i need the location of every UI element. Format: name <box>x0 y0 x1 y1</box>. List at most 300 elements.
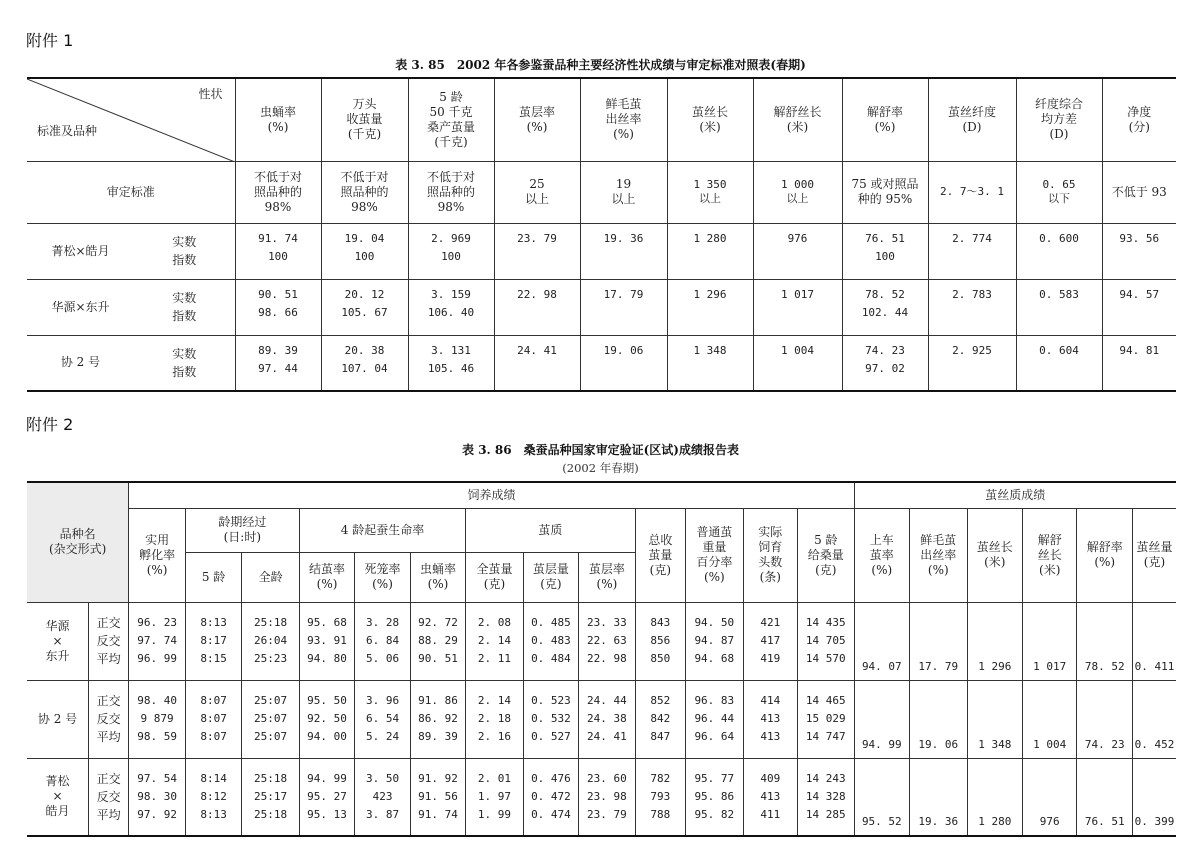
rearing-value: 0. 523 <box>531 694 571 707</box>
actual-value: 19. 06 <box>603 343 644 357</box>
value-cell <box>928 335 1016 391</box>
variety-name: 协 2 号 <box>27 680 89 758</box>
rearing-value-cell <box>299 680 354 758</box>
rearing-value: 413 <box>760 730 781 743</box>
actual-value: 2. 774 <box>952 231 992 245</box>
rearing-value: 95. 77 <box>694 771 735 785</box>
index-value <box>1103 360 1177 378</box>
total-yield-header: 总收 茧量 (克) <box>635 508 685 602</box>
header-cell: 虫蛹率 (%) <box>235 78 321 161</box>
rearing-value: 1. 97 <box>477 789 512 803</box>
value-cell <box>928 223 1016 279</box>
rearing-value: 8:13 <box>200 616 227 629</box>
rearing-value: 843 <box>650 616 671 629</box>
rearing-value: 2. 14 <box>477 634 512 647</box>
index-value <box>495 248 580 266</box>
actual-value: 2. 925 <box>952 343 992 357</box>
index-value <box>668 248 753 266</box>
silk-quality-value: 0. 411 <box>1132 602 1176 680</box>
rearing-value: 2. 11 <box>477 652 512 665</box>
actual-value: 1 004 <box>780 343 815 357</box>
rearing-value: 91. 86 <box>418 694 458 707</box>
rearing-value: 2. 01 <box>477 771 512 785</box>
corner-header <box>27 78 235 161</box>
silk-quality-value: 1 004 <box>1023 680 1077 758</box>
rearing-value: 2. 16 <box>477 730 512 743</box>
header-cell: 解舒丝长 (米) <box>753 78 842 161</box>
standard-cell: 25 以上 <box>494 161 580 223</box>
value-cell <box>928 279 1016 335</box>
rearing-value: 14 243 <box>805 771 846 785</box>
rearing-value: 14 285 <box>805 807 846 821</box>
rearing-value: 23. 60 <box>587 771 627 785</box>
rearing-value: 413 <box>760 712 781 725</box>
actual-value: 3. 159 <box>431 287 471 301</box>
silk-quality-header: 茧丝质成绩 <box>854 482 1176 508</box>
rearing-value-cell <box>242 602 299 680</box>
cross-type-label: 正交 <box>96 771 121 786</box>
silk-quality-value: 0. 452 <box>1132 680 1176 758</box>
actual-value: 1 280 <box>693 231 727 245</box>
variety-header: 品种名 (杂交形式) <box>27 482 129 602</box>
standard-cell: 0. 65 以下 <box>1016 161 1102 223</box>
header-cell: 净度 (分) <box>1102 78 1176 161</box>
cross-type-labels <box>89 758 129 836</box>
index-value: 97. 44 <box>258 361 298 375</box>
table-1 <box>27 77 1176 392</box>
cocoon-rate-header: 结茧率 (%) <box>299 552 354 602</box>
rearing-value-cell <box>523 680 578 758</box>
rearing-value-cell <box>355 680 410 758</box>
rearing-value-cell <box>635 680 685 758</box>
silk-quality-value: 1 296 <box>967 602 1022 680</box>
header-cell: 纤度综合 均方差 (D) <box>1016 78 1102 161</box>
silk-quality-value: 74. 23 <box>1077 680 1132 758</box>
cross-type-label: 正交 <box>96 616 121 630</box>
value-cell <box>667 223 753 279</box>
actual-value: 2. 783 <box>952 287 992 301</box>
silk-quality-value: 17. 79 <box>910 602 967 680</box>
rearing-value: 8:14 <box>200 771 227 785</box>
hatch-rate-header: 实用 孵化率 (%) <box>129 508 185 602</box>
value-cell <box>494 279 580 335</box>
variety-name: 华源 × 东升 <box>27 602 89 680</box>
rearing-value: 782 <box>650 771 671 785</box>
rearing-value-cell <box>466 758 523 836</box>
index-value <box>668 304 753 322</box>
rearing-value: 0. 474 <box>531 807 571 821</box>
table-row <box>27 223 1176 279</box>
rearing-value: 14 328 <box>805 789 846 803</box>
rearing-value: 97. 54 <box>137 771 177 785</box>
fresh-yield-header: 鲜毛茧 出丝率 (%) <box>910 508 967 602</box>
actual-value: 76. 51 <box>865 231 905 245</box>
silk-weight-header: 茧丝量 (克) <box>1132 508 1176 602</box>
rearing-value: 96. 64 <box>694 730 735 743</box>
rearing-value: 91. 74 <box>418 807 458 821</box>
rearing-value: 24. 38 <box>587 712 627 725</box>
rearing-value: 852 <box>650 694 671 707</box>
value-cell <box>494 335 580 391</box>
cross-type-labels <box>89 602 129 680</box>
table-row <box>27 279 1176 335</box>
silk-quality-value: 95. 52 <box>854 758 909 836</box>
cross-type-label: 反交 <box>96 789 121 804</box>
value-cell <box>408 279 494 335</box>
actual-value: 19. 04 <box>344 231 385 245</box>
actual-label: 实数 <box>172 291 197 305</box>
index-value: 100 <box>441 249 461 263</box>
index-value: 105. 46 <box>427 361 475 375</box>
cross-type-label: 正交 <box>96 694 121 708</box>
variety-name: 华源×东升 <box>27 279 134 335</box>
table-1-caption: 表 3. 85 2002 年各参鉴蚕品种主要经济性状成绩与审定标准对照表(春期) <box>395 58 806 72</box>
rearing-value: 92. 50 <box>307 712 347 725</box>
actual-value: 78. 52 <box>865 287 905 301</box>
standard-cell: 不低于对 照品种的 98% <box>235 161 321 223</box>
rearing-value: 88. 29 <box>418 634 458 647</box>
value-cell <box>1102 223 1176 279</box>
rearing-value-cell <box>686 602 743 680</box>
index-value <box>1017 360 1102 378</box>
survival-rate-header: 4 龄起蚕生命率 <box>299 508 465 552</box>
silk-quality-value: 94. 99 <box>854 680 909 758</box>
index-value <box>495 304 580 322</box>
silk-quality-value: 1 348 <box>967 680 1022 758</box>
attachment-1-label: 附件 1 <box>26 31 74 50</box>
corner-trait-label: 性状 <box>198 87 223 101</box>
value-cell <box>321 223 408 279</box>
rearing-results-header: 饲养成绩 <box>129 482 854 508</box>
cross-type-label: 平均 <box>96 730 121 744</box>
standard-cell: 75 或对照品 种的 95% <box>842 161 928 223</box>
rearing-value: 842 <box>650 712 671 725</box>
index-value: 100 <box>354 249 375 263</box>
rearing-value-cell <box>686 758 743 836</box>
actual-value: 22. 98 <box>517 287 557 301</box>
rearing-value: 3. 28 <box>365 616 400 629</box>
silk-quality-value: 976 <box>1023 758 1077 836</box>
rearing-value: 417 <box>760 634 781 647</box>
rearing-value: 95. 68 <box>307 616 347 629</box>
index-value <box>581 360 667 378</box>
rearing-value-cell <box>743 758 797 836</box>
value-cell <box>408 335 494 391</box>
table-2 <box>27 481 1176 837</box>
header-cell: 万头 收茧量 (千克) <box>321 78 408 161</box>
value-cell <box>667 279 753 335</box>
rearing-value: 95. 50 <box>307 694 347 707</box>
rearing-value: 26:04 <box>254 634 288 647</box>
silk-quality-value: 1 017 <box>1023 602 1077 680</box>
value-cell <box>667 335 753 391</box>
rearing-value-cell <box>686 680 743 758</box>
actual-label: 实数 <box>172 346 197 361</box>
index-value <box>754 360 842 378</box>
rearing-value: 25:23 <box>254 652 288 665</box>
value-cell <box>321 335 408 391</box>
rearing-value: 0. 484 <box>531 652 571 665</box>
silk-quality-value: 76. 51 <box>1077 758 1132 836</box>
rearing-value: 6. 84 <box>365 634 400 647</box>
rearing-value: 850 <box>650 652 671 665</box>
rearing-value: 90. 51 <box>418 652 458 665</box>
index-value <box>581 304 667 322</box>
rearing-value: 94. 00 <box>307 730 347 743</box>
standard-cell: 不低于 93 <box>1102 161 1176 223</box>
rearing-value: 15 029 <box>805 712 846 725</box>
rearing-value-cell <box>355 758 410 836</box>
attachment-2-label: 附件 2 <box>26 415 74 434</box>
whole-weight-header: 全茧量 (克) <box>466 552 523 602</box>
rearing-value: 14 435 <box>805 616 846 629</box>
instar-duration-header: 龄期经过 (日:时) <box>185 508 299 552</box>
actual-value: 976 <box>787 231 808 245</box>
rearing-value-cell <box>635 602 685 680</box>
rearing-value: 94. 99 <box>307 771 347 785</box>
actual-value: 0. 583 <box>1039 287 1079 301</box>
cocoon-quality-header: 茧质 <box>466 508 635 552</box>
value-cell <box>842 279 928 335</box>
filament-length-header: 茧丝长 (米) <box>967 508 1022 602</box>
index-value <box>754 248 842 266</box>
value-cell <box>842 335 928 391</box>
rearing-value: 24. 44 <box>587 694 627 707</box>
actual-value: 19. 36 <box>603 231 644 245</box>
rearing-value: 94. 68 <box>694 652 735 665</box>
index-value <box>1017 304 1102 322</box>
rearing-value: 23. 98 <box>587 789 627 803</box>
rearing-value: 788 <box>650 807 671 821</box>
actual-count-header: 实际 饲育 头数 (条) <box>743 508 797 602</box>
rearing-value-cell <box>579 680 635 758</box>
value-cell <box>1016 279 1102 335</box>
rearing-value: 8:13 <box>200 807 227 821</box>
row-type-labels <box>134 223 235 279</box>
header-cell: 解舒率 (%) <box>842 78 928 161</box>
rearing-value: 0. 483 <box>531 634 571 647</box>
cross-type-labels <box>89 680 129 758</box>
header-cell: 茧层率 (%) <box>494 78 580 161</box>
rearing-value: 92. 72 <box>418 616 458 629</box>
rearing-value: 22. 63 <box>587 634 627 647</box>
rearing-value-cell <box>129 680 185 758</box>
index-label: 指数 <box>172 364 197 379</box>
rearing-value: 847 <box>650 730 671 743</box>
rearing-value: 95. 86 <box>694 789 735 803</box>
pupa-rate-header: 虫蛹率 (%) <box>410 552 465 602</box>
standard-cell: 1 000 以上 <box>753 161 842 223</box>
rearing-value-cell <box>743 602 797 680</box>
actual-value: 91. 74 <box>258 231 298 245</box>
value-cell <box>753 223 842 279</box>
rearing-value: 89. 39 <box>418 730 458 743</box>
rearing-value-cell <box>129 758 185 836</box>
rearing-value-cell <box>523 758 578 836</box>
index-value <box>668 360 753 378</box>
rearing-value-cell <box>798 680 855 758</box>
rearing-value: 23. 33 <box>587 616 627 629</box>
rearing-value: 91. 56 <box>418 789 458 803</box>
rearing-value: 9 879 <box>140 712 174 725</box>
index-value <box>1017 248 1102 266</box>
corner-standard-label: 标准及品种 <box>37 123 98 138</box>
rearing-value-cell <box>299 758 354 836</box>
value-cell <box>580 335 667 391</box>
rearing-value: 0. 476 <box>531 771 571 785</box>
actual-value: 20. 12 <box>344 287 385 301</box>
value-cell <box>1016 335 1102 391</box>
index-value: 100 <box>268 249 288 263</box>
rearing-value: 25:18 <box>254 616 288 629</box>
rearing-value: 8:07 <box>200 694 227 707</box>
shell-rate-header: 茧层率 (%) <box>579 552 635 602</box>
header-cell: 茧丝纤度 (D) <box>928 78 1016 161</box>
standard-cell: 不低于对 照品种的 98% <box>408 161 494 223</box>
value-cell <box>235 279 321 335</box>
value-cell <box>842 223 928 279</box>
row-type-labels <box>134 335 235 391</box>
rearing-value: 22. 98 <box>587 652 627 665</box>
rearing-value: 3. 87 <box>365 807 400 821</box>
rearing-value: 8:17 <box>200 634 227 647</box>
index-value <box>495 360 580 378</box>
rearing-value: 0. 527 <box>531 730 571 743</box>
rearing-value: 93. 91 <box>307 634 347 647</box>
variety-name: 菁松 × 皓月 <box>27 758 89 836</box>
standard-cell: 1 350 以上 <box>667 161 753 223</box>
rearing-value: 8:07 <box>200 730 227 743</box>
index-value <box>581 248 667 266</box>
rearing-value-cell <box>242 758 299 836</box>
index-value <box>754 304 842 322</box>
rearing-value: 409 <box>760 771 781 785</box>
rearing-value: 5. 24 <box>365 730 400 743</box>
rearing-value: 14 705 <box>805 634 846 647</box>
rearing-value: 25:18 <box>254 771 288 785</box>
rearing-value: 14 570 <box>805 652 846 665</box>
table-row <box>27 758 1176 836</box>
index-value: 97. 02 <box>865 361 905 375</box>
rearing-value-cell <box>185 680 241 758</box>
rearing-value: 23. 79 <box>587 807 627 821</box>
actual-value: 94. 57 <box>1119 287 1160 301</box>
index-value: 107. 04 <box>341 361 388 375</box>
standard-label: 审定标准 <box>27 161 235 223</box>
normal-cocoon-pct-header: 普通茧 重量 百分率 (%) <box>686 508 743 602</box>
rearing-value: 3. 50 <box>365 771 400 785</box>
rearing-value: 2. 18 <box>477 712 512 725</box>
rearing-value: 97. 92 <box>137 807 177 821</box>
index-value: 98. 66 <box>258 305 298 319</box>
header-cell: 鲜毛茧 出丝率 (%) <box>580 78 667 161</box>
index-value <box>929 304 1016 322</box>
rearing-value: 96. 99 <box>137 652 177 665</box>
value-cell <box>580 223 667 279</box>
cross-type-label: 反交 <box>96 712 121 726</box>
index-value <box>929 248 1016 266</box>
index-value <box>929 360 1016 378</box>
rearing-value: 8:12 <box>200 789 227 803</box>
rearing-value: 91. 92 <box>418 771 458 785</box>
standard-cell: 不低于对 照品种的 98% <box>321 161 408 223</box>
rearing-value: 96. 44 <box>694 712 735 725</box>
rearing-value: 96. 83 <box>694 694 735 707</box>
rearing-value-cell <box>579 602 635 680</box>
rearing-value-cell <box>299 602 354 680</box>
actual-label: 实数 <box>172 235 197 249</box>
variety-name: 协 2 号 <box>27 335 134 391</box>
table-2-subcaption: (2002 年春期) <box>562 461 639 475</box>
rearing-value-cell <box>355 602 410 680</box>
rearing-value-cell <box>129 602 185 680</box>
rearing-value: 94. 80 <box>307 652 347 665</box>
rearing-value: 8:07 <box>200 712 227 725</box>
silk-quality-value: 0. 399 <box>1132 758 1176 836</box>
shell-weight-header: 茧层量 (克) <box>523 552 578 602</box>
actual-value: 74. 23 <box>865 343 905 357</box>
value-cell <box>753 279 842 335</box>
index-value <box>1103 248 1177 266</box>
silk-quality-value: 1 280 <box>967 758 1022 836</box>
rearing-value: 25:17 <box>254 789 288 803</box>
value-cell <box>1016 223 1102 279</box>
rearing-value: 98. 40 <box>137 694 177 707</box>
table-row <box>27 680 1176 758</box>
rearing-value: 25:07 <box>254 694 288 707</box>
value-cell <box>1102 335 1176 391</box>
silk-quality-value: 78. 52 <box>1077 602 1132 680</box>
value-cell <box>580 279 667 335</box>
rearing-value-cell <box>743 680 797 758</box>
actual-value: 2. 969 <box>431 231 471 245</box>
rearing-value: 25:18 <box>254 807 288 821</box>
full-instar-header: 全龄 <box>242 552 299 602</box>
dead-rate-header: 死笼率 (%) <box>355 552 410 602</box>
instar5-header: 5 龄 <box>185 552 241 602</box>
index-label: 指数 <box>172 309 197 323</box>
rearing-value-cell <box>410 758 465 836</box>
index-label: 指数 <box>172 253 197 267</box>
value-cell <box>235 223 321 279</box>
value-cell <box>321 279 408 335</box>
rearing-value: 14 465 <box>805 694 846 707</box>
actual-value: 1 348 <box>693 343 727 357</box>
cross-type-label: 平均 <box>96 807 121 822</box>
rearing-value-cell <box>798 602 855 680</box>
actual-value: 17. 79 <box>603 287 644 301</box>
actual-value: 0. 604 <box>1039 343 1079 357</box>
rearing-value: 413 <box>760 789 781 803</box>
rearing-value: 0. 532 <box>531 712 571 725</box>
actual-value: 24. 41 <box>517 343 557 357</box>
rearing-value-cell <box>635 758 685 836</box>
rearing-value: 411 <box>760 807 781 821</box>
rearing-value-cell <box>185 758 241 836</box>
rearing-value: 95. 13 <box>307 807 347 821</box>
silk-quality-value: 94. 07 <box>854 602 909 680</box>
actual-value: 3. 131 <box>431 343 471 357</box>
rearing-value: 25:07 <box>254 730 288 743</box>
rearing-value: 0. 472 <box>531 789 571 803</box>
rearing-value-cell <box>185 602 241 680</box>
rearing-value-cell <box>410 680 465 758</box>
rearing-value: 24. 41 <box>587 730 627 743</box>
actual-value: 20. 38 <box>344 343 385 357</box>
table-row <box>27 335 1176 391</box>
table-row <box>27 602 1176 680</box>
index-value: 105. 67 <box>341 305 388 319</box>
